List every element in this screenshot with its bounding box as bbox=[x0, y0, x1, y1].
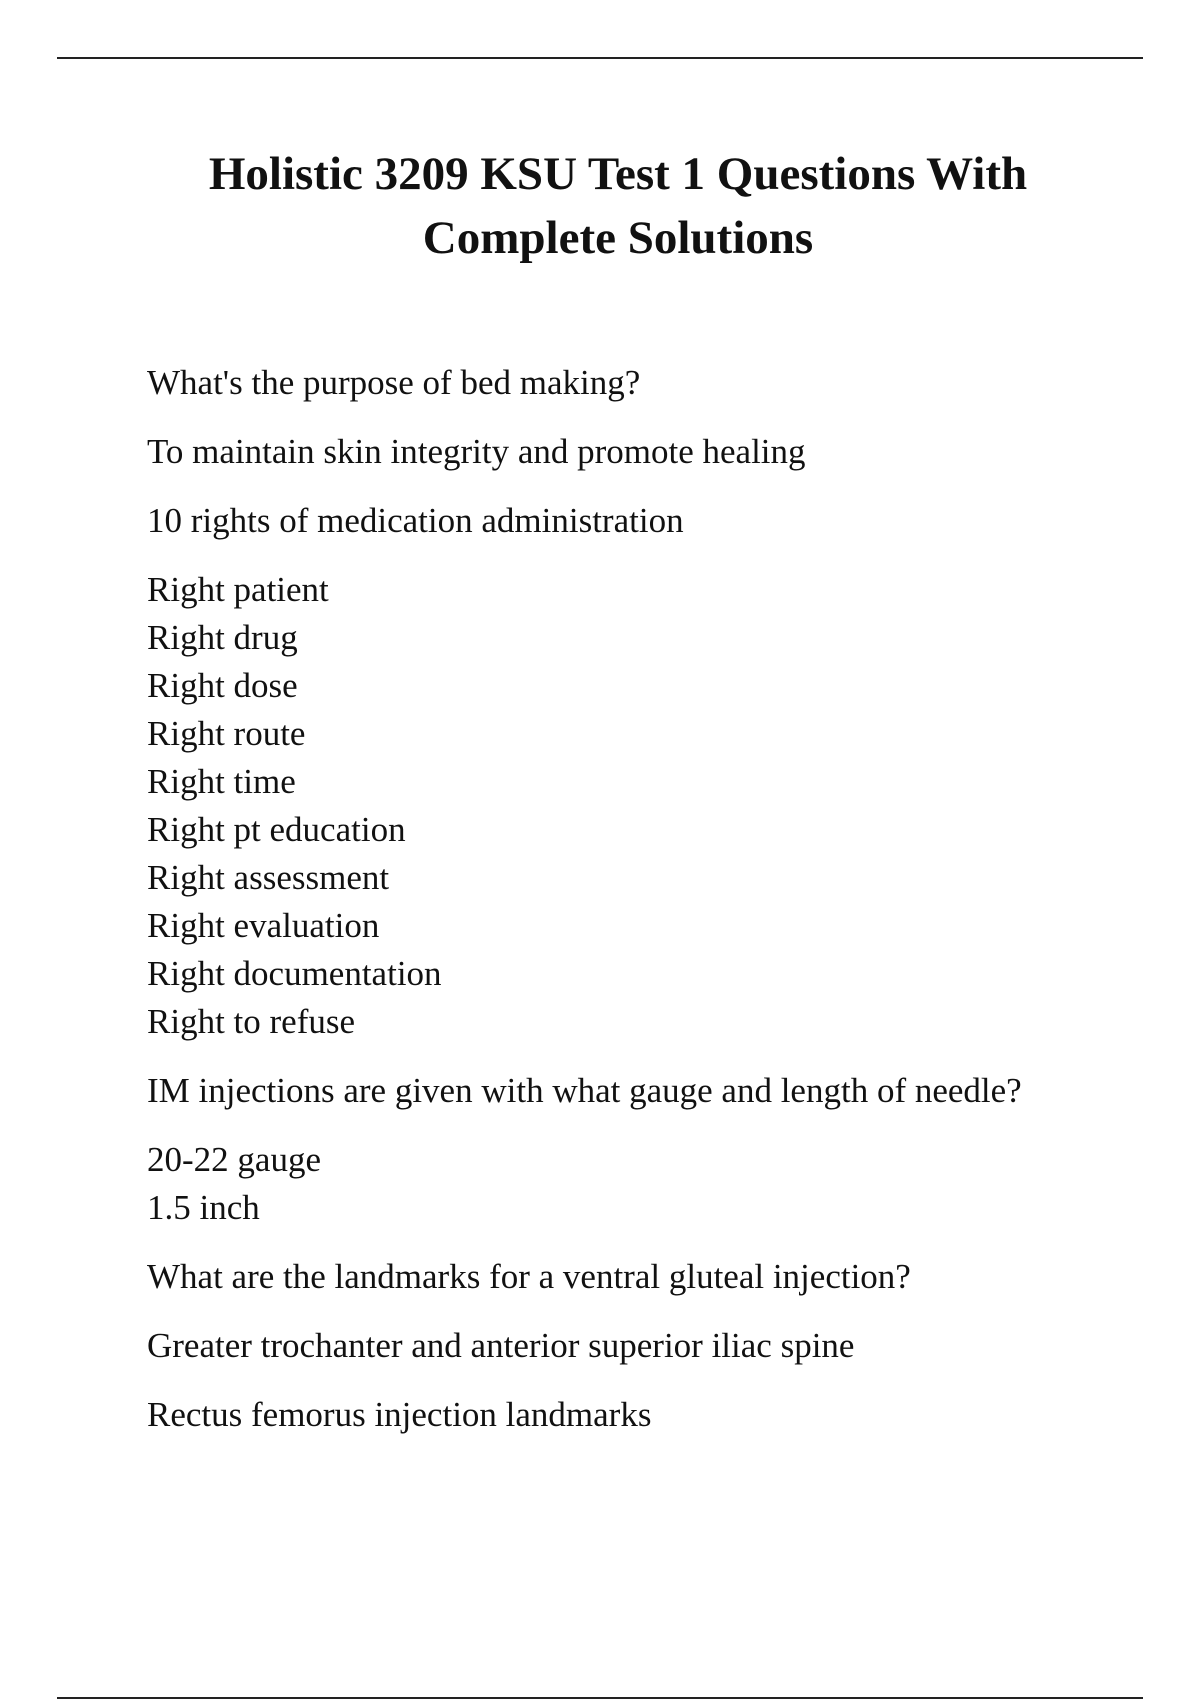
document-title bbox=[100, 142, 1136, 270]
bottom-rule bbox=[57, 1697, 1143, 1699]
question-text: What's the purpose of bed making? bbox=[147, 363, 641, 402]
question-text: 10 rights of medication administration bbox=[147, 501, 684, 540]
answer-3 bbox=[147, 1136, 1147, 1232]
question-3 bbox=[147, 1067, 1147, 1115]
answer-line: Greater trochanter and anterior superior iliac spine bbox=[147, 1326, 855, 1365]
answer-line: Right time bbox=[147, 762, 296, 801]
question-4 bbox=[147, 1253, 1147, 1301]
answer-line: Right route bbox=[147, 714, 306, 753]
question-2 bbox=[147, 497, 1147, 545]
question-text: Rectus femorus injection landmarks bbox=[147, 1395, 652, 1434]
qa-content bbox=[147, 359, 1147, 1460]
title-line-1: Holistic 3209 KSU Test 1 Questions With bbox=[208, 148, 1028, 200]
answer-line: Right patient bbox=[147, 570, 329, 609]
answer-4 bbox=[147, 1322, 1147, 1370]
answer-line: 20-22 gauge bbox=[147, 1140, 321, 1179]
answer-line: 1.5 inch bbox=[147, 1188, 260, 1227]
question-text: What are the landmarks for a ventral gluteal injection? bbox=[147, 1257, 911, 1296]
answer-line: Right documentation bbox=[147, 954, 442, 993]
question-5 bbox=[147, 1391, 1147, 1439]
question-1 bbox=[147, 359, 1147, 407]
answer-2 bbox=[147, 566, 1147, 1046]
answer-line: Right to refuse bbox=[147, 1002, 356, 1041]
answer-1 bbox=[147, 428, 1147, 476]
answer-line: Right evaluation bbox=[147, 906, 380, 945]
answer-line: To maintain skin integrity and promote healing bbox=[147, 432, 806, 471]
question-text: IM injections are given with what gauge and length of needle? bbox=[147, 1071, 1022, 1110]
answer-line: Right assessment bbox=[147, 858, 390, 897]
top-rule bbox=[57, 57, 1143, 59]
answer-line: Right drug bbox=[147, 618, 298, 657]
answer-line: Right dose bbox=[147, 666, 298, 705]
answer-line: Right pt education bbox=[147, 810, 406, 849]
title-line-2: Complete Solutions bbox=[422, 212, 814, 264]
